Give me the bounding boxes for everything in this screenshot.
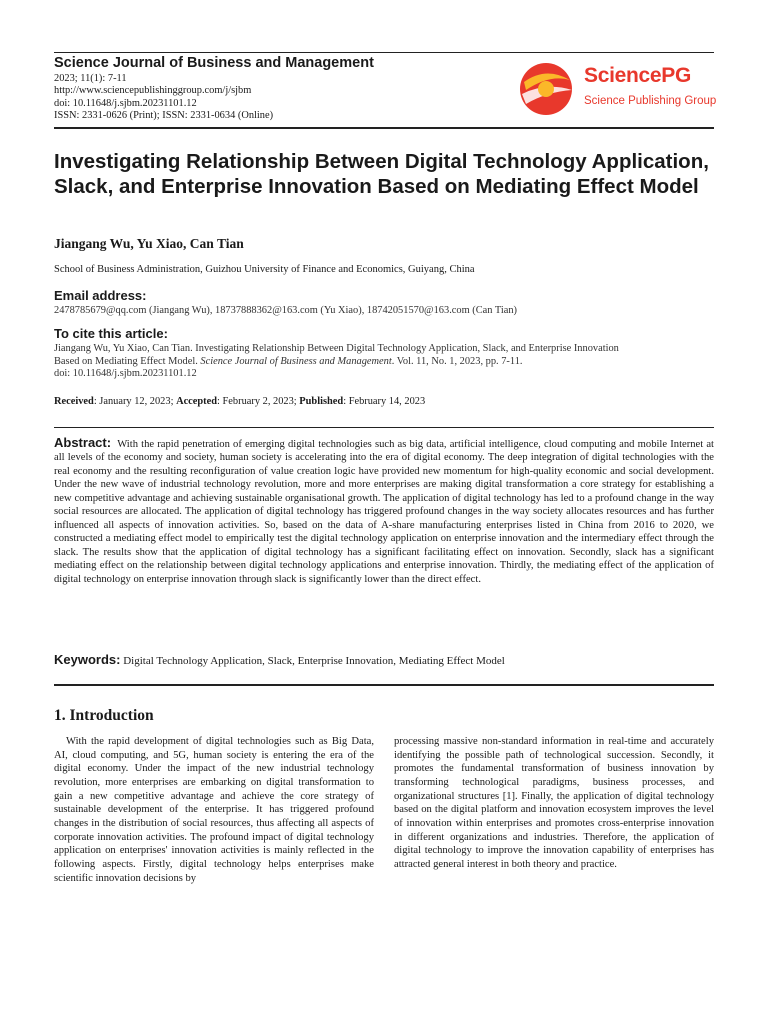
email-addresses: 2478785679@qq.com (Jiangang Wu), 18737888362@163.com (Yu Xiao), 18742051570@163.com (Can Tian) — [54, 305, 518, 316]
abstract-label: Abstract: — [54, 435, 112, 450]
published-label: Published — [299, 396, 344, 407]
abstract-text: With the rapid penetration of emerging digital technologies such as big data, artificial intelligence, cloud computing and mobile Internet at all levels of the economy and society, human society is accelerating into the era of digital economy. The deep integration of digital technologies with the real economy and the resulting reconfiguration of value creation logic have provided new momentum for high-quality economic and social development. Under the new wave of industrial technology revolution, more and more enterprises are making digital transformation a core strategy for establishing a new competitive advantage and achieving sustainable organisational growth. The application of digital technology has led to a profound change in the way social resources are allocated. The application of digital technology has triggered profound changes in the way society allocates resources and has further influenced all aspects of innovation activities. So, based on the data of A-share manufacturing enterprises listed in China from 2016 to 2020, we constructed a mediating effect model to empirically test the digital technology application on enterprise innovation and the intermediary effect through the slack. The results show that the application of digital technology has a significant facilitating effect on innovation. Secondly, slack has a significant mediating effect on the relationship between digital technology applications and enterprise innovation. Thirdly, the mediating effect of the application of digital technology on enterprise innovation through slack is significantly lower than the direct effect. — [54, 439, 715, 585]
journal-issue: 2023; 11(1): 7-11 — [54, 73, 127, 84]
logo-subtitle: Science Publishing Group — [584, 95, 717, 107]
journal-issn: ISSN: 2331-0626 (Print); ISSN: 2331-0634 (Online) — [54, 109, 274, 121]
citation-line2 — [54, 356, 619, 369]
logo-brand-text: SciencePG — [584, 64, 692, 87]
paper-title: Investigating Relationship Between Digital Technology Application, Slack, and Enterprise Innovation Based on Mediating Effect Model — [54, 150, 709, 198]
abstract-bottom-rule — [54, 684, 714, 686]
accepted-label: Accepted — [176, 396, 218, 407]
received-label: Received — [54, 396, 94, 407]
citation-text: Based on Mediating Effect Model. — [54, 355, 201, 367]
journal-doi: doi: 10.11648/j.sjbm.20231101.12 — [54, 97, 197, 109]
keywords — [54, 652, 505, 667]
paper-affiliation: School of Business Administration, Guizhou University of Finance and Economics, Guiyang, China — [54, 264, 475, 275]
cite-heading: To cite this article: — [54, 326, 168, 341]
email-heading: Email address: — [54, 288, 147, 303]
received-date: : January 12, 2023; — [93, 396, 177, 407]
keywords-text: Digital Technology Application, Slack, Enterprise Innovation, Mediating Effect Model — [123, 655, 505, 667]
intro-heading: 1. Introduction — [54, 707, 154, 724]
intro-left-column: With the rapid development of digital technologies such as Big Data, AI, cloud computing, and 5G, human society is entering the era of the digital economy. Under the impact of the new industrial technology revolution, more enterprises are embarking on digital transformation to gain a new competitive advantage and achieve the core strategy of sustainable development of the enterprise. It has triggered profound changes in the distribution of social resources, thus affecting all aspects of corporate innovation activities. The profound impact of digital technology application on enterprises' innovation activities is mainly reflected in the following aspects. Firstly, digital technology helps enterprises make scientific innovation decisions by — [54, 736, 374, 884]
keywords-label: Keywords: — [54, 652, 121, 667]
published-date: : February 14, 2023 — [343, 396, 426, 407]
paper-authors: Jiangang Wu, Yu Xiao, Can Tian — [54, 236, 244, 251]
citation-doi: doi: 10.11648/j.sjbm.20231101.12 — [54, 368, 197, 380]
abstract — [54, 436, 714, 586]
top-rule — [54, 52, 714, 53]
journal-url[interactable]: http://www.sciencepublishinggroup.com/j/sjbm — [54, 85, 252, 97]
intro-right-column: processing massive non-standard information in real-time and accurately identifying the possible path of technological succession. Secondly, it promotes the fundamental transformation of business innovation by transforming technological paradigms, business processes, and organizational structures [1]. Finally, the application of digital technology based on the digital platform and innovation ecosystem improves the level of innovation within enterprises and promotes cross-enterprise innovation in different organizations and industries. Therefore, the application of digital technology to improve the innovation capability of enterprises has attracted general interest in both theory and practice. — [394, 736, 714, 870]
accepted-date: : February 2, 2023; — [217, 396, 300, 407]
citation-volume: . Vol. 11, No. 1, 2023, pp. 7-11. — [391, 355, 523, 367]
citation — [54, 343, 619, 381]
abstract-top-rule — [54, 427, 714, 428]
journal-meta — [54, 73, 273, 122]
header-rule — [54, 127, 714, 129]
citation-line1: Jiangang Wu, Yu Xiao, Can Tian. Investigating Relationship Between Digital Technology Application, Slack, and Enterprise Innovation — [54, 343, 619, 354]
journal-name: Science Journal of Business and Management — [54, 55, 374, 71]
citation-journal: Science Journal of Business and Management — [200, 355, 392, 367]
article-dates — [54, 396, 425, 407]
